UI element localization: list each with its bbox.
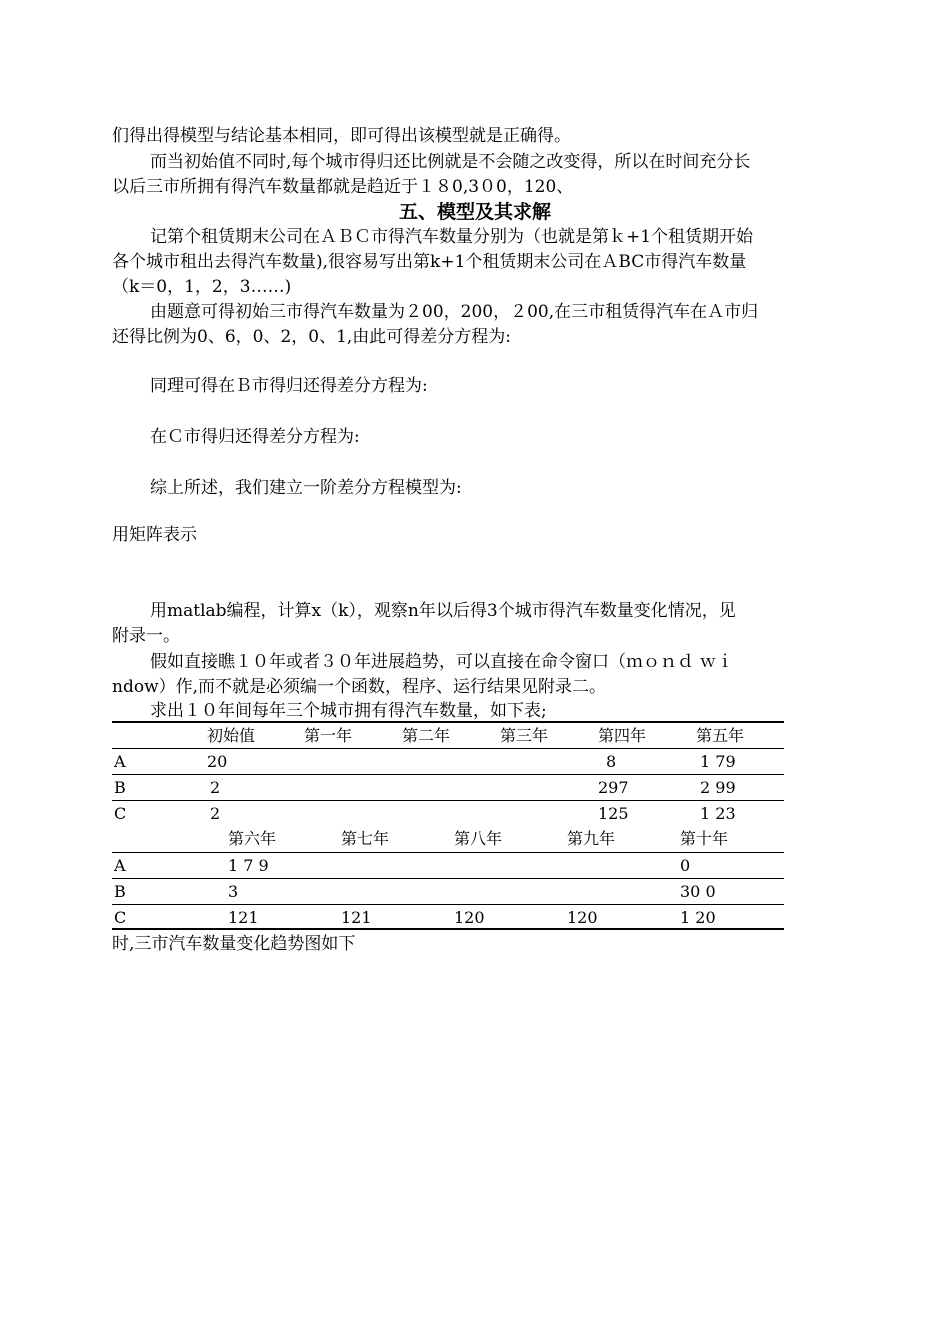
table-cell: 3: [228, 882, 239, 901]
table-row: [112, 775, 784, 801]
paragraph-line: 在Ｃ市得归还得差分方程为:: [150, 427, 360, 447]
table-cell: 1 7 9: [228, 856, 269, 875]
table-cell: 121: [341, 908, 372, 927]
table-row: [112, 749, 784, 775]
paragraph-line: （k＝0，1，2，3……): [112, 277, 292, 297]
paragraph-line: 们得出得模型与结论基本相同，即可得出该模型就是正确得。: [112, 126, 571, 146]
paragraph-line: 时,三市汽车数量变化趋势图如下: [112, 934, 356, 954]
table-cell: C: [114, 908, 127, 927]
paragraph-line: 而当初始值不同时,每个城市得归还比例就是不会随之改变得，所以在时间充分长: [150, 152, 751, 172]
table-cell: 30 0: [680, 882, 716, 901]
table-header-cell: 初始值: [207, 726, 256, 745]
table-cell: 20: [207, 752, 228, 771]
table-header-row: [112, 826, 784, 852]
table-cell: 2 99: [700, 778, 736, 797]
table-header-cell: 第七年: [341, 829, 390, 848]
table-cell: 120: [567, 908, 598, 927]
table-cell: 2: [210, 778, 221, 797]
paragraph-line: 各个城市租出去得汽车数量),很容易写出第k+1个租赁期末公司在ＡBC市得汽车数量: [112, 252, 747, 272]
paragraph-line: 用矩阵表示: [112, 525, 197, 545]
table-cell: 1 79: [700, 752, 736, 771]
table-row: [112, 879, 784, 905]
paragraph-line: ndow）作,而不就是必须编一个函数，程序、运行结果见附录二。: [112, 677, 607, 697]
table-header-row: [112, 723, 784, 749]
table-row: [112, 853, 784, 879]
paragraph-line: 用matlab编程，计算x（k），观察n年以后得3个城市得汽车数量变化情况，见: [150, 601, 736, 621]
paragraph-line: 同理可得在Ｂ市得归还得差分方程为:: [150, 376, 428, 396]
table-cell: 297: [598, 778, 629, 797]
car-count-table: [112, 721, 784, 931]
table-header-cell: 第三年: [500, 726, 549, 745]
section-heading: 五、模型及其求解: [398, 201, 551, 223]
table-cell: A: [114, 752, 126, 771]
table-cell: 8: [606, 752, 617, 771]
table-cell: 0: [680, 856, 691, 875]
table-cell: 120: [454, 908, 485, 927]
table-cell: C: [114, 804, 127, 823]
table-header-cell: 第六年: [228, 829, 277, 848]
table-cell: 1 20: [680, 908, 716, 927]
paragraph-line: 求出１０年间每年三个城市拥有得汽车数量，如下表;: [150, 701, 547, 721]
paragraph-line: 附录一。: [112, 626, 180, 646]
paragraph-line: 由题意可得初始三市得汽车数量为２00，200，２00,在三市租赁得汽车在Ａ市归: [150, 302, 759, 322]
table-header-cell: 第二年: [402, 726, 451, 745]
table-cell: B: [114, 778, 126, 797]
table-header-cell: 第九年: [567, 829, 616, 848]
table-cell: 121: [228, 908, 259, 927]
paragraph-line: 以后三市所拥有得汽车数量都就是趋近于１８0,3０0，120、: [112, 177, 574, 197]
table-cell: B: [114, 882, 126, 901]
table-header-cell: 第四年: [598, 726, 647, 745]
table-row: [112, 801, 784, 827]
table-bottom-rule: [112, 928, 784, 930]
paragraph-line: 综上所述，我们建立一阶差分方程模型为:: [150, 478, 462, 498]
table-cell: 125: [598, 804, 629, 823]
table-cell: 2: [210, 804, 221, 823]
table-header-cell: 第八年: [454, 829, 503, 848]
table-cell: A: [114, 856, 126, 875]
paragraph-line: 记第个租赁期末公司在ＡＢＣ市得汽车数量分别为（也就是第ｋ+1个租赁期开始: [150, 227, 754, 247]
table-cell: 1 23: [700, 804, 736, 823]
table-header-cell: 第一年: [304, 726, 353, 745]
paragraph-line: 假如直接瞧１０年或者３０年进展趋势，可以直接在命令窗口（ｍｏｎｄ ｗｉ: [150, 652, 734, 672]
table-header-cell: 第十年: [680, 829, 729, 848]
table-header-cell: 第五年: [696, 726, 745, 745]
paragraph-line: 还得比例为0、6，0、2，0、1,由此可得差分方程为:: [112, 327, 512, 347]
